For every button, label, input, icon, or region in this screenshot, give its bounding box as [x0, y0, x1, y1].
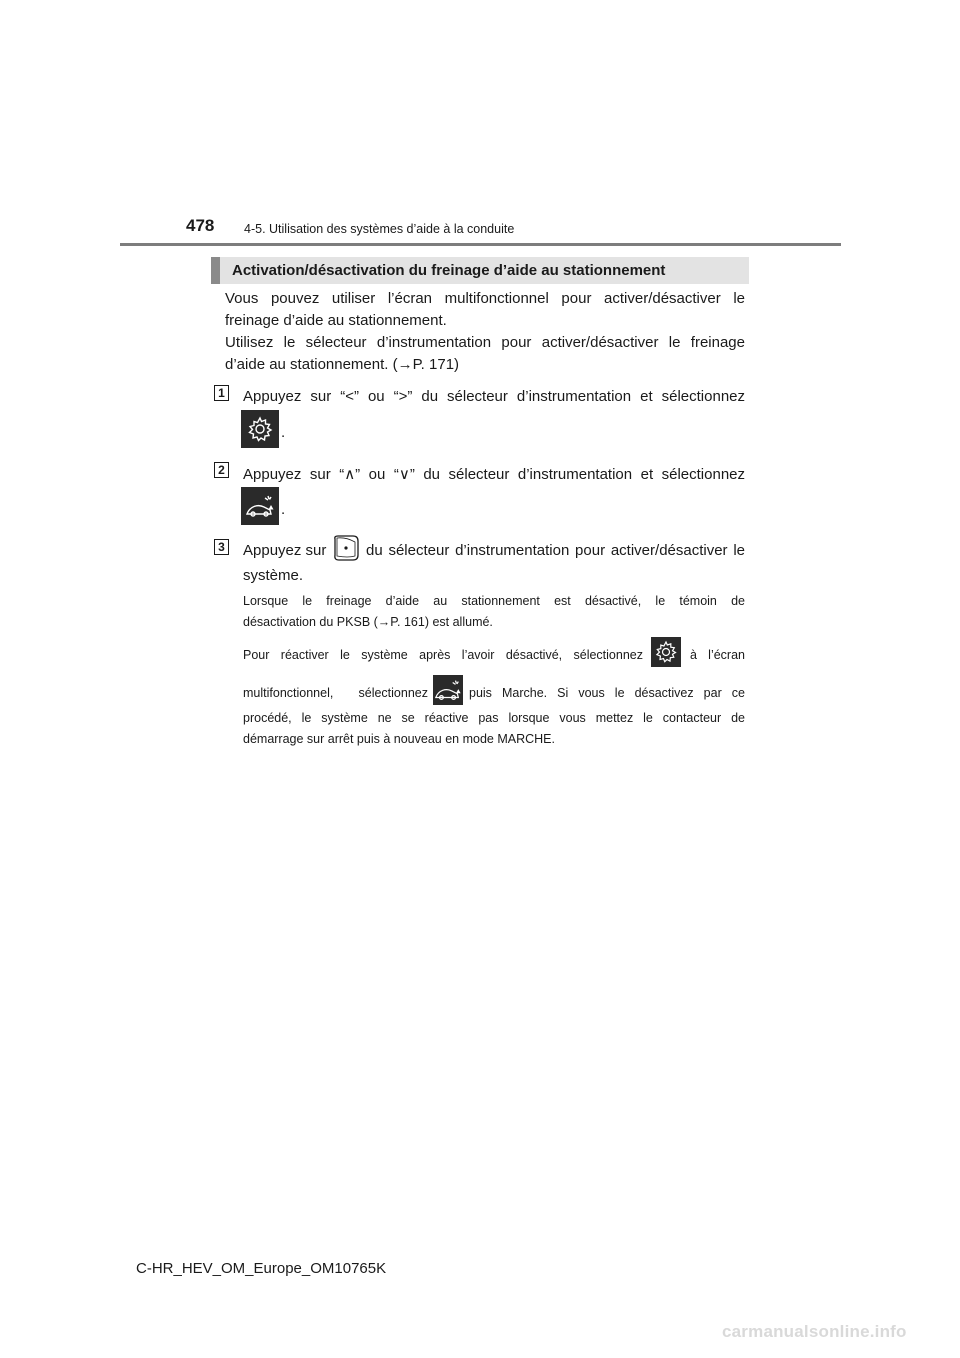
note-2-line-1-after: à l’écran — [690, 648, 745, 662]
heading-accent-bar — [211, 257, 220, 284]
document-code: C-HR_HEV_OM_Europe_OM10765K — [136, 1260, 387, 1277]
note-2-line-1-before: Pour réactiver le système après l’avoir désactivé, sélectionnez — [243, 648, 643, 662]
step-3-text-after: du sélecteur d’instrumentation pour activer/désactiver le — [366, 542, 745, 559]
heading-title: Activation/désactivation du freinage d’aide au stationnement — [232, 262, 666, 279]
step-3-text-line-2: système. — [243, 567, 304, 584]
watermark: carmanualsonline.info — [722, 1322, 907, 1341]
note-2-line-2-before: multifonctionnel, sélectionnez — [243, 686, 428, 700]
intro-line-2: freinage d’aide au stationnement. — [225, 312, 447, 329]
step-3-text-before: Appuyez sur — [243, 542, 327, 559]
note-1-line-2: désactivation du PKSB (→P. 161) est allumé. — [243, 615, 493, 629]
note-2-line-4: démarrage sur arrêt puis à nouveau en mode MARCHE. — [243, 732, 555, 746]
settings-gear-icon — [241, 410, 279, 448]
note-2-line-2-after: puis Marche. Si vous le désactivez par ce — [469, 686, 745, 700]
parking-support-brake-icon — [241, 487, 279, 525]
note-2-line-3: procédé, le système ne se réactive pas lorsque vous mettez le contacteur de — [243, 711, 745, 725]
header-divider — [120, 243, 841, 246]
step-2-badge: 2 — [214, 462, 229, 478]
parking-support-brake-icon-small — [433, 675, 463, 705]
page-number: 478 — [186, 216, 215, 235]
step-1-suffix: . — [281, 424, 286, 441]
step-2-suffix: . — [281, 501, 286, 518]
ok-button-icon — [331, 533, 361, 563]
section-title: 4-5. Utilisation des systèmes d’aide à la conduite — [244, 222, 515, 236]
intro-line-3: Utilisez le sélecteur d’instrumentation pour activer/désactiver le freinage — [225, 334, 745, 351]
intro-line-1: Vous pouvez utiliser l’écran multifonctionnel pour activer/désactiver le — [225, 290, 745, 307]
intro-line-4: d’aide au stationnement. (→P. 171) — [225, 356, 460, 373]
step-1-badge: 1 — [214, 385, 229, 401]
section-heading — [211, 257, 749, 284]
note-1-line-1: Lorsque le freinage d’aide au stationnement est désactivé, le témoin de — [243, 594, 745, 608]
step-2-text: Appuyez sur “∧” ou “∨” du sélecteur d’instrumentation et sélectionnez — [243, 466, 745, 483]
settings-gear-icon-small — [651, 637, 681, 667]
step-3-badge: 3 — [214, 539, 229, 555]
step-1-text: Appuyez sur “<” ou “>” du sélecteur d’instrumentation et sélectionnez — [243, 388, 745, 405]
